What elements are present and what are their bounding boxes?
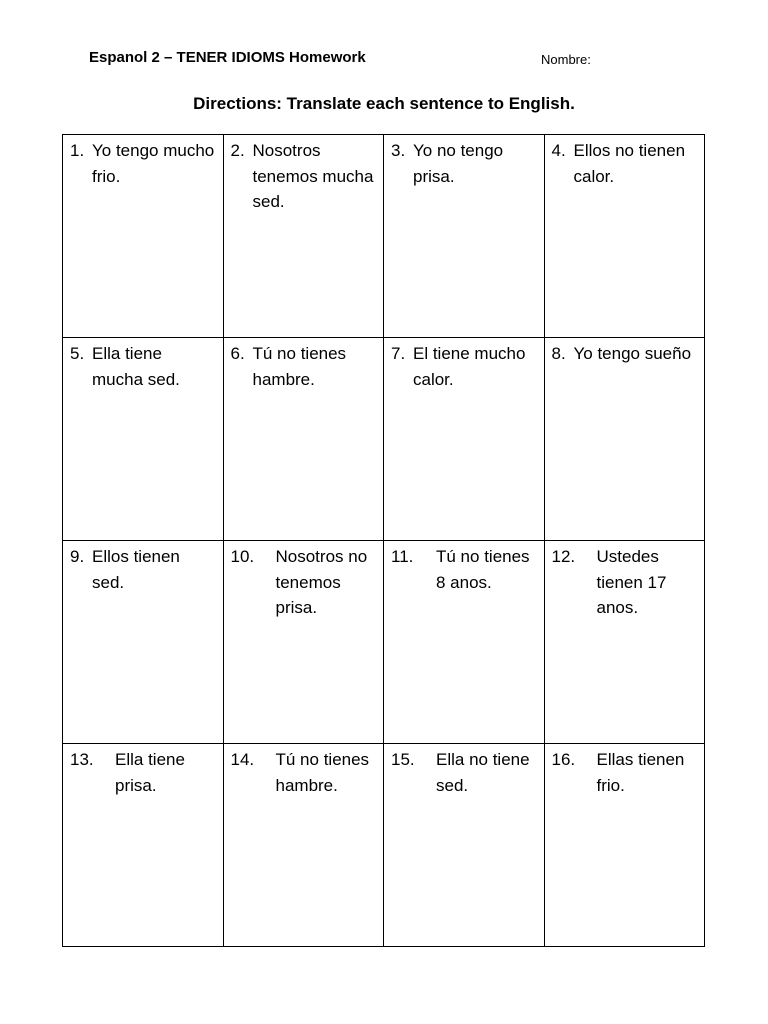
item-number: 8. xyxy=(551,344,566,363)
translation-grid xyxy=(62,134,705,947)
item-number: 7. xyxy=(391,344,406,363)
grid-cell xyxy=(223,541,384,744)
grid-cell xyxy=(223,744,384,947)
item-sentence: Yo no tengo prisa. xyxy=(413,141,504,186)
item-sentence: Ellas tienen frio. xyxy=(596,750,685,795)
item-number: 4. xyxy=(551,141,566,160)
item-sentence: Ellos no tienen calor. xyxy=(573,141,686,186)
grid-cell xyxy=(384,338,545,541)
item-sentence: Yo tengo mucho frio. xyxy=(92,141,215,186)
directions-heading: Directions: Translate each sentence to English. xyxy=(193,94,575,113)
grid-row xyxy=(63,744,705,947)
grid-cell xyxy=(223,135,384,338)
item-sentence: Ustedes tienen 17 anos. xyxy=(596,547,667,617)
grid-cell xyxy=(63,135,224,338)
item-sentence: Yo tengo sueño xyxy=(573,344,692,363)
item-sentence: Tú no tienes hambre. xyxy=(275,750,370,795)
grid-cell xyxy=(544,135,705,338)
grid-cell xyxy=(544,541,705,744)
grid-cell xyxy=(544,744,705,947)
grid-cell xyxy=(384,744,545,947)
grid-cell xyxy=(63,541,224,744)
item-number: 9. xyxy=(70,547,85,566)
item-sentence: Tú no tienes hambre. xyxy=(252,344,347,389)
item-number: 14. xyxy=(230,750,255,769)
item-number: 10. xyxy=(230,547,255,566)
item-number: 1. xyxy=(70,141,85,160)
item-sentence: Nosotros tenemos mucha sed. xyxy=(252,141,374,211)
item-sentence: Ella tiene mucha sed. xyxy=(92,344,180,389)
item-sentence: Nosotros no tenemos prisa. xyxy=(275,547,368,617)
item-number: 2. xyxy=(230,141,245,160)
item-sentence: Tú no tienes 8 anos. xyxy=(436,547,530,592)
worksheet-title: Espanol 2 – TENER IDIOMS Homework xyxy=(89,49,366,66)
grid-cell xyxy=(63,744,224,947)
grid-row xyxy=(63,135,705,338)
grid-row xyxy=(63,541,705,744)
grid-cell xyxy=(384,541,545,744)
grid-row xyxy=(63,338,705,541)
grid-cell xyxy=(384,135,545,338)
item-number: 16. xyxy=(551,750,576,769)
item-number: 13. xyxy=(70,750,94,769)
item-sentence: El tiene mucho calor. xyxy=(413,344,526,389)
grid-cell xyxy=(223,338,384,541)
item-number: 5. xyxy=(70,344,85,363)
grid-cell xyxy=(544,338,705,541)
item-number: 12. xyxy=(551,547,576,566)
item-sentence: Ellos tienen sed. xyxy=(92,547,180,592)
item-sentence: Ella no tiene sed. xyxy=(436,750,530,795)
item-number: 15. xyxy=(391,750,415,769)
item-number: 3. xyxy=(391,141,406,160)
grid-cell xyxy=(63,338,224,541)
item-sentence: Ella tiene prisa. xyxy=(115,750,185,795)
item-number: 11. xyxy=(391,547,414,566)
item-number: 6. xyxy=(230,344,245,363)
name-label: Nombre: xyxy=(541,52,591,67)
